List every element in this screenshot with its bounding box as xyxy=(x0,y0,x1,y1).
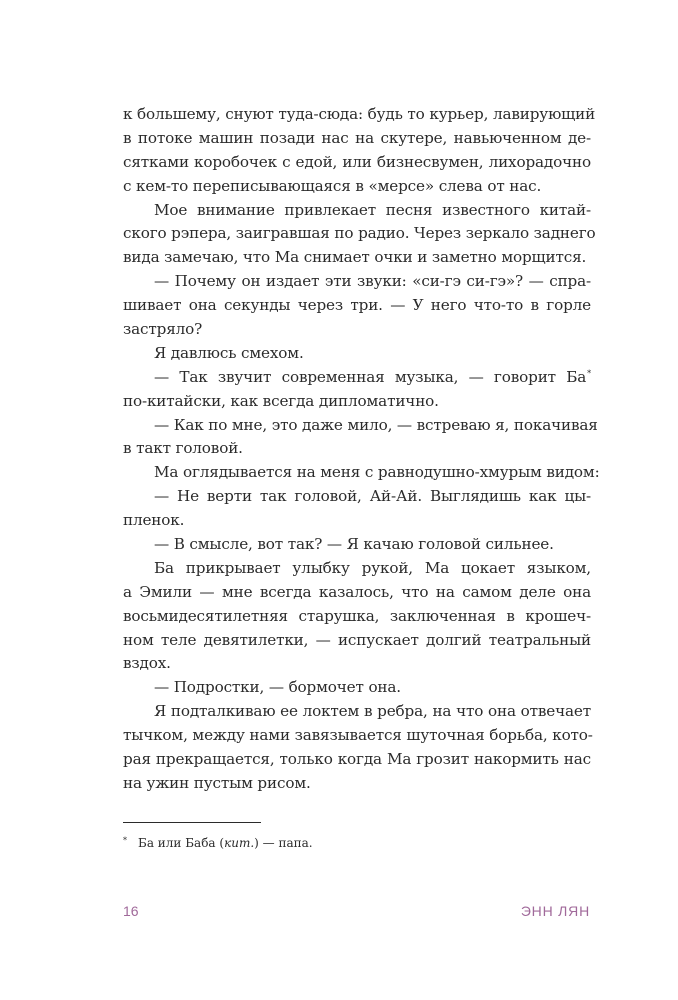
text-line: рая прекращается, только когда Ма грозит накормить нас xyxy=(123,750,591,769)
text-line: — Как по мне, это даже мило, — встреваю я, покачивая xyxy=(154,415,598,434)
text-line: — Почему он издает эти звуки: «си-гэ си-гэ»? — спра- xyxy=(154,272,591,291)
footnote-italic: кит. xyxy=(224,836,255,850)
text-line: в такт головой. xyxy=(123,439,243,458)
footnote-text: Ба или Баба ( xyxy=(138,836,225,850)
text-line-with-footnote-ref xyxy=(123,366,591,390)
footnote-divider xyxy=(123,822,261,823)
text-line: тычком, между нами завязывается шуточная борьба, кото- xyxy=(123,726,593,745)
text-line: на ужин пустым рисом. xyxy=(123,773,311,792)
footnote-marker: * xyxy=(123,836,127,845)
footnote xyxy=(123,833,313,851)
text-line: Я давлюсь смехом. xyxy=(154,343,304,362)
text-line: Мое внимание привлекает песня известного китай- xyxy=(154,200,591,219)
page-number: 16 xyxy=(123,903,139,919)
text-line: — Подростки, — бормочет она. xyxy=(154,678,401,697)
text-line: Я подталкиваю ее локтем в ребра, на что она отвечает xyxy=(154,702,591,721)
text-line: шивает она секунды через три. — У него что-то в горле xyxy=(123,296,591,315)
text-line: ского рэпера, заигравшая по радио. Через зеркало заднего xyxy=(123,224,596,243)
text-line: Ма оглядывается на меня с равнодушно-хмурым видом: xyxy=(154,463,600,482)
footnote-text-end: ) — папа. xyxy=(254,836,313,850)
text-line: а Эмили — мне всегда казалось, что на самом деле она xyxy=(123,582,591,601)
text-line: — Не верти так головой, Ай-Ай. Выглядишь как цы- xyxy=(154,487,591,506)
text-line: сятками коробочек с едой, или бизнесвумен, лихорадочно xyxy=(123,152,591,171)
body-text xyxy=(123,103,600,796)
running-head-author: ЭНН ЛЯН xyxy=(520,903,590,919)
text-line: с кем-то переписывающаяся в «мерсе» слева от нас. xyxy=(123,176,542,195)
text-line: пленок. xyxy=(123,511,185,530)
text-line: вида замечаю, что Ма снимает очки и заметно морщится. xyxy=(123,248,587,267)
text-line: в потоке машин позади нас на скутере, навьюченном де- xyxy=(123,128,591,147)
text-line: восьмидесятилетняя старушка, заключенная в крошеч- xyxy=(123,606,591,625)
text-line: — В смысле, вот так? — Я качаю головой сильнее. xyxy=(154,535,554,554)
footnote-reference: * xyxy=(587,368,591,378)
text-line: Ба прикрывает улыбку рукой, Ма цокает языком, xyxy=(154,558,591,577)
text-span: — Так звучит современная музыка, — говорит Ба xyxy=(154,367,587,386)
text-line: ном теле девятилетки, — испускает долгий театральный xyxy=(123,630,591,649)
text-line: вздох. xyxy=(123,654,171,673)
text-line: к большему, снуют туда-сюда: будь то курьер, лавирующий xyxy=(123,105,596,123)
text-line: по-китайски, как всегда дипломатично. xyxy=(123,391,439,410)
text-line: застряло? xyxy=(123,320,203,339)
